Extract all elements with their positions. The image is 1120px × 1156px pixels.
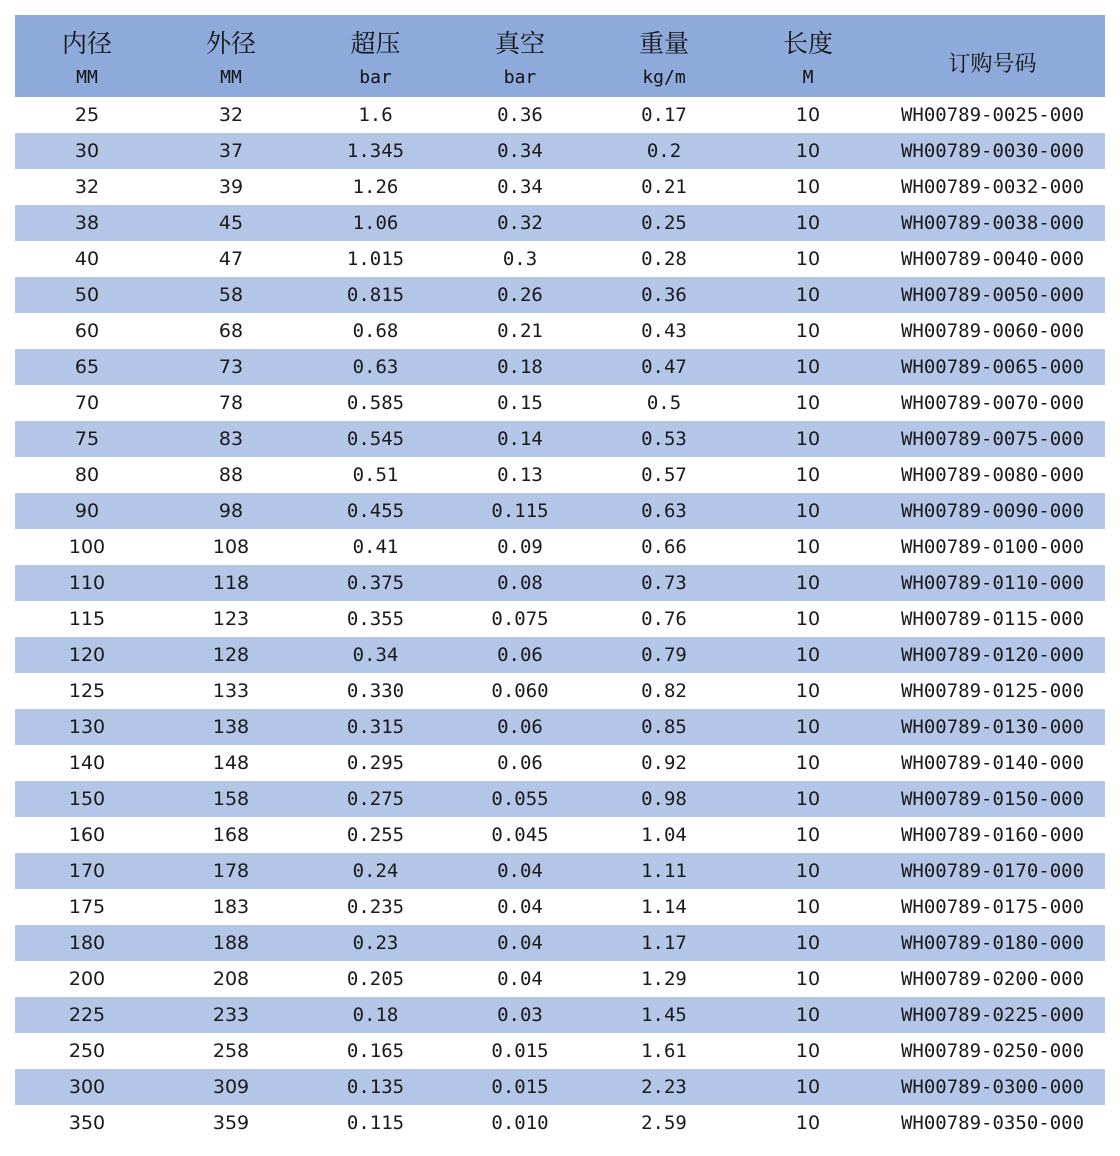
outer-diameter-cell: 138 [212,716,250,738]
length-cell: 10 [795,716,821,738]
order-code-cell: WH00789-0140-000 [900,752,1085,774]
column-title: 长度 [782,29,833,58]
pressure-cell: 1.26 [352,176,399,198]
inner-diameter-cell: 170 [68,860,106,882]
weight-cell: 0.73 [641,572,687,594]
pressure-cell: 0.330 [346,680,405,702]
vacuum-cell: 0.115 [491,500,549,522]
pressure-cell: 1.6 [358,104,393,126]
outer-diameter-cell: 178 [212,860,250,882]
vacuum-cell: 0.3 [502,248,538,270]
table-row [15,421,1105,457]
table-row [15,205,1105,241]
vacuum-cell: 0.13 [497,464,543,486]
pressure-cell: 0.205 [346,968,405,990]
order-code-cell: WH00789-0060-000 [900,320,1085,342]
weight-cell: 0.79 [641,644,687,666]
vacuum-cell: 0.04 [497,860,543,882]
inner-diameter-cell: 225 [68,1004,106,1026]
pressure-cell: 0.375 [346,572,405,594]
table-row [15,961,1105,997]
vacuum-cell: 0.04 [497,896,543,918]
vacuum-cell: 0.06 [497,716,543,738]
outer-diameter-cell: 39 [218,176,244,198]
inner-diameter-cell: 175 [68,896,106,918]
inner-diameter-cell: 32 [74,176,100,198]
table-row [15,601,1105,637]
order-code-cell: WH00789-0250-000 [900,1040,1085,1062]
vacuum-cell: 0.18 [497,356,543,378]
outer-diameter-cell: 359 [212,1112,250,1134]
weight-cell: 1.14 [641,896,687,918]
weight-cell: 1.61 [641,1040,687,1062]
pressure-cell: 0.135 [346,1076,405,1098]
weight-cell: 1.29 [641,968,687,990]
table-row [15,781,1105,817]
table-row [15,565,1105,601]
outer-diameter-cell: 168 [212,824,250,846]
table-row [15,1069,1105,1105]
header-title-row [15,15,1105,65]
table-row [15,133,1105,169]
weight-cell: 0.21 [641,176,687,198]
outer-diameter-cell: 47 [218,248,244,270]
table-row [15,529,1105,565]
inner-diameter-cell: 250 [68,1040,106,1062]
vacuum-cell: 0.010 [491,1112,549,1134]
weight-cell: 0.2 [646,140,682,162]
column-unit: MM [220,67,242,88]
outer-diameter-cell: 98 [218,500,244,522]
inner-diameter-cell: 100 [68,536,106,558]
length-cell: 10 [795,248,821,270]
outer-diameter-cell: 158 [212,788,250,810]
order-code-cell: WH00789-0115-000 [900,608,1085,630]
vacuum-cell: 0.015 [491,1076,549,1098]
outer-diameter-cell: 148 [212,752,250,774]
vacuum-cell: 0.055 [491,788,549,810]
weight-cell: 1.11 [641,860,687,882]
inner-diameter-cell: 160 [68,824,106,846]
order-code-cell: WH00789-0150-000 [900,788,1085,810]
table-body [15,97,1105,1141]
order-code-cell: WH00789-0125-000 [900,680,1085,702]
column-unit: bar [359,67,392,88]
weight-cell: 0.85 [641,716,687,738]
order-code-cell: WH00789-0080-000 [900,464,1085,486]
outer-diameter-cell: 133 [212,680,250,702]
column-title: 内径 [61,29,112,58]
length-cell: 10 [795,536,821,558]
outer-diameter-cell: 208 [212,968,250,990]
order-code-cell: WH00789-0180-000 [900,932,1085,954]
vacuum-cell: 0.060 [491,680,549,702]
inner-diameter-cell: 110 [68,572,106,594]
table-row [15,385,1105,421]
vacuum-cell: 0.04 [497,932,543,954]
length-cell: 10 [795,680,821,702]
table-row [15,97,1105,133]
vacuum-cell: 0.21 [497,320,543,342]
length-cell: 10 [795,104,821,126]
pressure-cell: 1.345 [346,140,405,162]
vacuum-cell: 0.26 [497,284,543,306]
outer-diameter-cell: 73 [218,356,244,378]
pressure-cell: 1.015 [346,248,405,270]
column-title: 超压 [350,29,401,58]
column-unit: bar [503,67,537,88]
pressure-cell: 0.165 [346,1040,405,1062]
outer-diameter-cell: 233 [212,1004,250,1026]
pressure-cell: 0.815 [346,284,405,306]
vacuum-cell: 0.015 [491,1040,549,1062]
pressure-cell: 1.06 [352,212,399,234]
order-code-cell: WH00789-0350-000 [900,1112,1085,1134]
inner-diameter-cell: 70 [74,392,100,414]
inner-diameter-cell: 30 [74,140,100,162]
length-cell: 10 [795,140,821,162]
inner-diameter-cell: 38 [74,212,100,234]
length-cell: 10 [795,932,821,954]
pressure-cell: 0.23 [352,932,399,954]
pressure-cell: 0.315 [346,716,405,738]
vacuum-cell: 0.045 [491,824,549,846]
order-code-cell: WH00789-0170-000 [900,860,1085,882]
length-cell: 10 [795,860,821,882]
length-cell: 10 [795,572,821,594]
outer-diameter-cell: 188 [212,932,250,954]
column-unit: MM [76,67,98,88]
order-code-cell: WH00789-0065-000 [900,356,1085,378]
length-cell: 10 [795,356,821,378]
inner-diameter-cell: 120 [68,644,106,666]
vacuum-cell: 0.075 [491,608,549,630]
pressure-cell: 0.545 [346,428,405,450]
order-code-cell: WH00789-0025-000 [900,104,1085,126]
inner-diameter-cell: 350 [68,1112,106,1134]
pressure-cell: 0.24 [352,860,399,882]
length-cell: 10 [795,1040,821,1062]
inner-diameter-cell: 25 [74,104,100,126]
column-unit: kg/m [642,67,686,88]
length-cell: 10 [795,464,821,486]
table-row [15,745,1105,781]
length-cell: 10 [795,752,821,774]
pressure-cell: 0.585 [346,392,405,414]
order-code-cell: WH00789-0130-000 [900,716,1085,738]
inner-diameter-cell: 115 [68,608,106,630]
order-code-cell: WH00789-0100-000 [900,536,1085,558]
length-cell: 10 [795,1112,821,1134]
pressure-cell: 0.455 [346,500,405,522]
outer-diameter-cell: 128 [212,644,250,666]
length-cell: 10 [795,428,821,450]
table-row [15,1033,1105,1069]
order-code-cell: WH00789-0040-000 [900,248,1085,270]
vacuum-cell: 0.14 [497,428,543,450]
vacuum-cell: 0.06 [497,644,543,666]
length-cell: 10 [795,392,821,414]
weight-cell: 0.92 [641,752,687,774]
pressure-cell: 0.34 [352,644,399,666]
order-code-cell: WH00789-0030-000 [900,140,1085,162]
spec-table [15,15,1105,1141]
length-cell: 10 [795,644,821,666]
weight-cell: 0.47 [641,356,687,378]
table-row [15,853,1105,889]
vacuum-cell: 0.34 [497,176,543,198]
order-code-cell: WH00789-0160-000 [900,824,1085,846]
table-row [15,277,1105,313]
table-header [15,15,1105,97]
length-cell: 10 [795,212,821,234]
order-code-cell: WH00789-0110-000 [900,572,1085,594]
inner-diameter-cell: 140 [68,752,106,774]
weight-cell: 0.66 [641,536,687,558]
outer-diameter-cell: 258 [212,1040,250,1062]
weight-cell: 0.17 [641,104,687,126]
outer-diameter-cell: 83 [218,428,244,450]
order-code-cell: WH00789-0120-000 [900,644,1085,666]
outer-diameter-cell: 183 [212,896,250,918]
vacuum-cell: 0.36 [497,104,543,126]
vacuum-cell: 0.03 [497,1004,543,1026]
column-title: 真空 [494,29,545,58]
inner-diameter-cell: 200 [68,968,106,990]
table-row [15,349,1105,385]
order-code-cell: WH00789-0070-000 [900,392,1085,414]
order-code-cell: WH00789-0050-000 [900,284,1085,306]
weight-cell: 1.04 [641,824,687,846]
vacuum-cell: 0.04 [497,968,543,990]
vacuum-cell: 0.09 [497,536,543,558]
inner-diameter-cell: 60 [74,320,100,342]
weight-cell: 0.5 [646,392,682,414]
length-cell: 10 [795,1004,821,1026]
order-code-cell: WH00789-0200-000 [900,968,1085,990]
column-title: 重量 [638,29,689,58]
pressure-cell: 0.255 [346,824,405,846]
column-title: 外径 [205,29,256,58]
outer-diameter-cell: 68 [218,320,244,342]
order-code-cell: WH00789-0090-000 [900,500,1085,522]
table-row [15,241,1105,277]
vacuum-cell: 0.34 [497,140,543,162]
vacuum-cell: 0.06 [497,752,543,774]
order-code-cell: WH00789-0038-000 [900,212,1085,234]
weight-cell: 1.17 [641,932,687,954]
table-row [15,493,1105,529]
vacuum-cell: 0.32 [497,212,543,234]
length-cell: 10 [795,500,821,522]
inner-diameter-cell: 130 [68,716,106,738]
outer-diameter-cell: 309 [212,1076,250,1098]
length-cell: 10 [795,1076,821,1098]
table-row [15,457,1105,493]
weight-cell: 2.59 [641,1112,687,1134]
outer-diameter-cell: 108 [212,536,250,558]
pressure-cell: 0.235 [346,896,405,918]
weight-cell: 2.23 [641,1076,687,1098]
pressure-cell: 0.63 [352,356,399,378]
inner-diameter-cell: 90 [74,500,100,522]
length-cell: 10 [795,968,821,990]
column-title: 订购号码 [948,51,1037,77]
outer-diameter-cell: 118 [212,572,250,594]
pressure-cell: 0.41 [352,536,399,558]
weight-cell: 0.63 [641,500,687,522]
weight-cell: 0.43 [641,320,687,342]
pressure-cell: 0.18 [352,1004,399,1026]
length-cell: 10 [795,788,821,810]
table-row [15,817,1105,853]
pressure-cell: 0.355 [346,608,405,630]
table-row [15,709,1105,745]
table-row [15,1105,1105,1141]
outer-diameter-cell: 37 [218,140,244,162]
weight-cell: 0.36 [641,284,687,306]
order-code-cell: WH00789-0175-000 [900,896,1085,918]
outer-diameter-cell: 78 [218,392,244,414]
pressure-cell: 0.295 [346,752,405,774]
inner-diameter-cell: 50 [74,284,100,306]
inner-diameter-cell: 80 [74,464,100,486]
vacuum-cell: 0.08 [497,572,543,594]
weight-cell: 0.76 [641,608,687,630]
table-row [15,925,1105,961]
pressure-cell: 0.115 [346,1112,405,1134]
pressure-cell: 0.275 [346,788,405,810]
table-row [15,673,1105,709]
inner-diameter-cell: 125 [68,680,106,702]
weight-cell: 0.57 [641,464,687,486]
outer-diameter-cell: 45 [218,212,244,234]
order-code-cell: WH00789-0300-000 [900,1076,1085,1098]
pressure-cell: 0.68 [352,320,399,342]
outer-diameter-cell: 32 [218,104,244,126]
inner-diameter-cell: 65 [74,356,100,378]
weight-cell: 0.82 [641,680,687,702]
table-row [15,637,1105,673]
weight-cell: 0.25 [641,212,687,234]
order-code-cell: WH00789-0075-000 [900,428,1085,450]
order-code-cell: WH00789-0225-000 [900,1004,1085,1026]
weight-cell: 0.98 [641,788,687,810]
weight-cell: 1.45 [641,1004,687,1026]
inner-diameter-cell: 75 [74,428,100,450]
length-cell: 10 [795,896,821,918]
inner-diameter-cell: 150 [68,788,106,810]
table-row [15,169,1105,205]
pressure-cell: 0.51 [352,464,399,486]
inner-diameter-cell: 40 [74,248,100,270]
length-cell: 10 [795,284,821,306]
length-cell: 10 [795,608,821,630]
vacuum-cell: 0.15 [497,392,543,414]
length-cell: 10 [795,824,821,846]
weight-cell: 0.28 [641,248,687,270]
outer-diameter-cell: 88 [218,464,244,486]
table-row [15,313,1105,349]
inner-diameter-cell: 300 [68,1076,106,1098]
column-unit: M [802,67,814,88]
outer-diameter-cell: 123 [212,608,250,630]
outer-diameter-cell: 58 [218,284,244,306]
length-cell: 10 [795,176,821,198]
inner-diameter-cell: 180 [68,932,106,954]
weight-cell: 0.53 [641,428,687,450]
table-row [15,997,1105,1033]
length-cell: 10 [795,320,821,342]
table-row [15,889,1105,925]
order-code-cell: WH00789-0032-000 [900,176,1085,198]
